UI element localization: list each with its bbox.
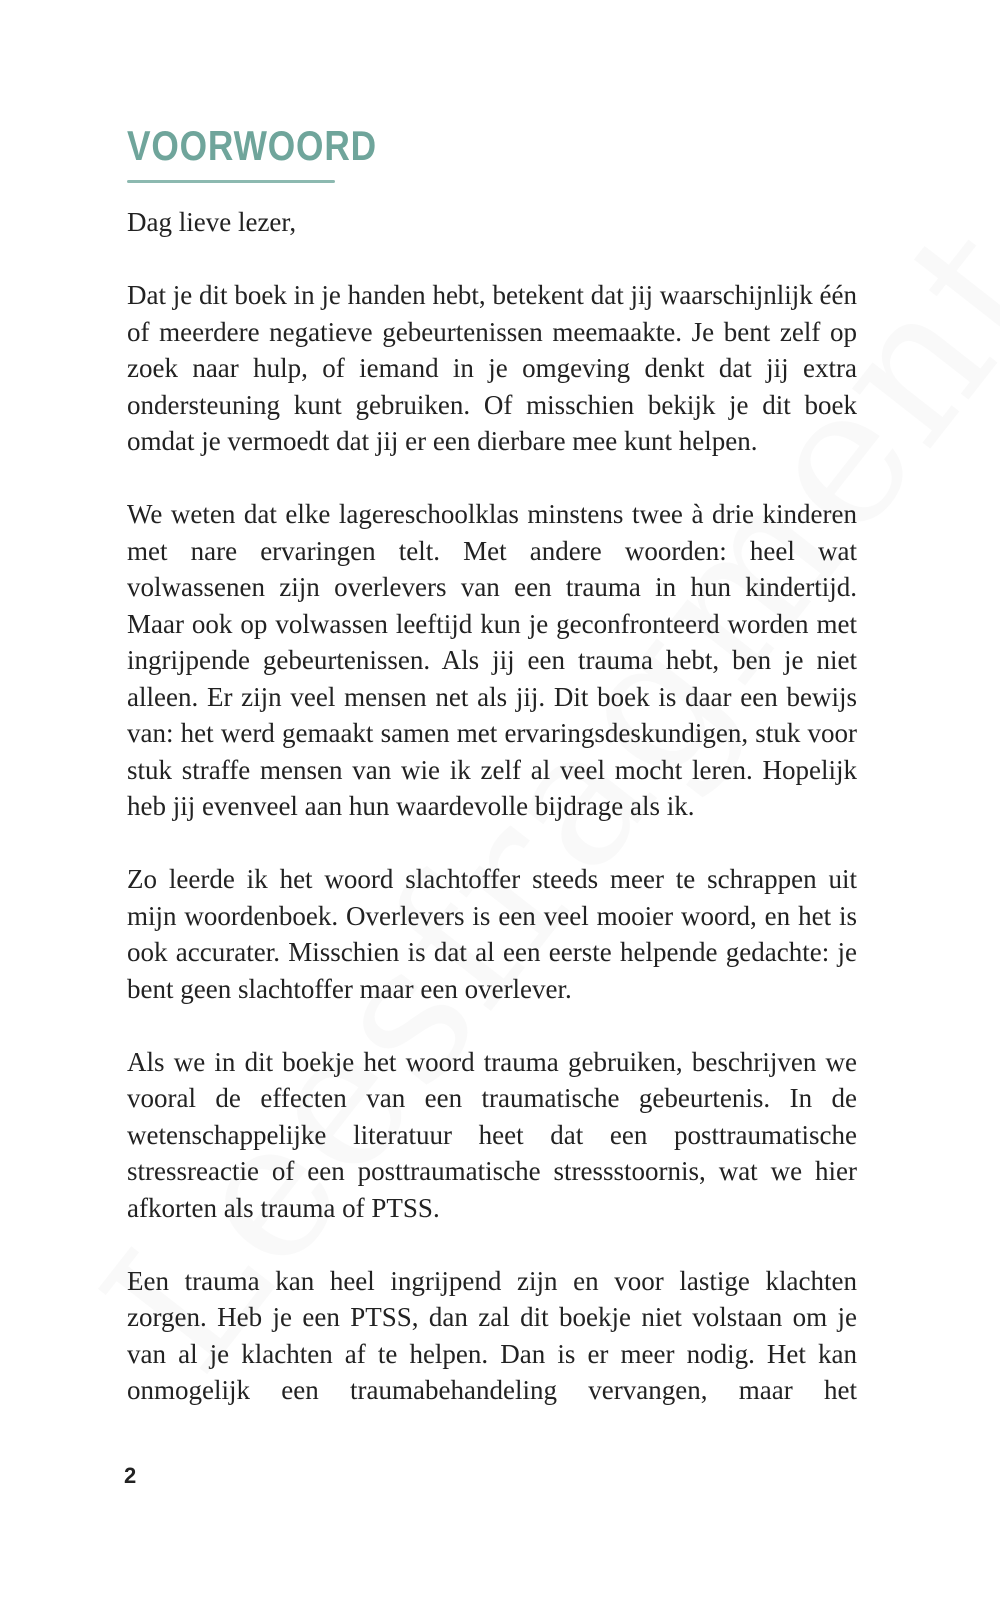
paragraph: We weten dat elke lagereschoolklas minstens twee à drie kinderen met nare ervaringen telt. Met andere woorden: heel wat volwassenen zijn overlevers van een trauma in hun kindertijd. Maar ook op volwassen leeftijd kun je geconfronteerd worden met ingrijpende gebeurtenissen. Als jij een trauma hebt, ben je niet alleen. Er zijn veel mensen net als jij. Dit boek is daar een bewijs van: het werd gemaakt samen met ervaringsdeskundigen, stuk voor stuk straffe mensen van wie ik zelf al veel mocht leren. Hopelijk heb jij evenveel aan hun waardevolle bijdrage als ik. (127, 499, 857, 821)
greeting-paragraph: Dag lieve lezer, (127, 207, 297, 237)
paragraph: Dat je dit boek in je handen hebt, betekent dat jij waarschijnlijk één of meerdere negatieve gebeurtenissen meemaakte. Je bent zelf op zoek naar hulp, of iemand in je omgeving denkt dat jij extra ondersteuning kunt gebruiken. Of misschien bekijk je dit boek omdat je vermoedt dat jij er een dierbare mee kunt helpen. (127, 280, 857, 456)
paragraph: Als we in dit boekje het woord trauma gebruiken, beschrijven we vooral de effecten van een traumatische gebeurtenis. In de wetenschappelijke literatuur heet dat een posttraumatische stressreactie of een posttraumatische stressstoornis, wat we hier afkorten als trauma of PTSS. (127, 1046, 857, 1223)
paragraph: Een trauma kan heel ingrijpend zijn en voor lastige klachten zorgen. Heb je een PTSS, dan zal dit boekje niet volstaan om je van al je klachten af te helpen. Dan is er meer nodig. Het kan onmogelijk een traumabehandeling vervangen, maar het (127, 1265, 857, 1405)
page-number: 2 (124, 1463, 137, 1488)
body-text (127, 204, 857, 1409)
paragraph: Zo leerde ik het woord slachtoffer steeds meer te schrappen uit mijn woordenboek. Overlevers is een veel mooier woord, en het is ook accurater. Misschien is dat al een eerste helpende gedachte: je bent geen slachtoffer maar een overlever. (127, 864, 857, 1004)
chapter-heading: VOORWOORD (127, 122, 377, 169)
heading-underline (127, 180, 335, 183)
